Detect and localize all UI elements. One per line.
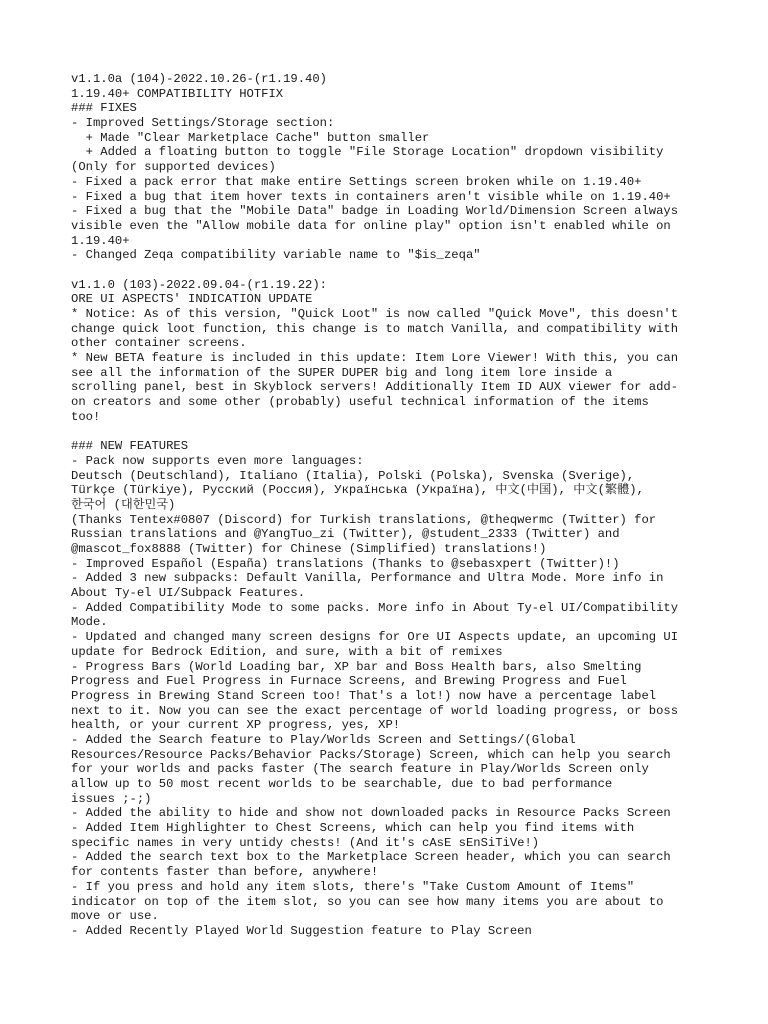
blank-line — [71, 263, 701, 278]
changelog-line: - Changed Zeqa compatibility variable name to "$is_zeqa" — [71, 248, 481, 263]
changelog-line: - Pack now supports even more languages: — [71, 453, 364, 468]
changelog-line: - Fixed a bug that the "Mobile Data" badge in Loading World/Dimension Screen always — [71, 204, 679, 219]
changelog-line: too! — [71, 409, 101, 424]
changelog-line: ORE UI ASPECTS' INDICATION UPDATE — [71, 292, 313, 307]
changelog-line: - Fixed a bug that item hover texts in containers aren't visible while on 1.19.40+ — [71, 189, 671, 204]
changelog-line: - Added 3 new subpacks: Default Vanilla, Performance and Ultra Mode. More info in — [71, 571, 664, 586]
changelog-line: - Added Recently Played World Suggestion feature to Play Screen — [71, 923, 532, 938]
changelog-line: + Made "Clear Marketplace Cache" button smaller — [71, 130, 430, 145]
changelog-line: - Fixed a pack error that make entire Settings screen broken while on 1.19.40+ — [71, 174, 642, 189]
changelog-line: - Added Item Highlighter to Chest Screens, which can help you find items with — [71, 821, 635, 836]
changelog-line: Resources/Resource Packs/Behavior Packs/Storage) Screen, which can help you search — [71, 747, 671, 762]
changelog-line: ### FIXES — [71, 101, 137, 116]
changelog-line: - Added the search text box to the Marketplace Screen header, which you can search — [71, 850, 671, 865]
changelog-line: ### NEW FEATURES — [71, 439, 189, 454]
changelog-line: - Updated and changed many screen designs for Ore UI Aspects update, an upcoming UI — [71, 630, 679, 645]
changelog-line: visible even the "Allow mobile data for online play" option isn't enabled while on — [71, 218, 671, 233]
changelog-document — [71, 72, 701, 939]
changelog-line: specific names in very untidy chests! (And it's cAsE sEnSiTiVe!) — [71, 835, 540, 850]
changelog-line: v1.1.0a (104)-2022.10.26-(r1.19.40) — [71, 72, 327, 86]
changelog-line: 한국어 (대한민국) — [71, 497, 176, 512]
changelog-line: Progress and Fuel Progress in Furnace Screens, and Brewing Progress and Fuel — [71, 674, 627, 689]
changelog-line: Progress in Brewing Stand Screen too! That's a lot!) now have a percentage label — [71, 688, 657, 703]
changelog-line: Türkçe (Türkiye), Русский (Россия), Українська (Україна), 中文(中国), 中文(繁體), — [71, 483, 644, 498]
changelog-line: change quick loot function, this change is to match Vanilla, and compatibility with — [71, 321, 679, 336]
changelog-line: allow up to 50 most recent worlds to be searchable, due to bad performance — [71, 777, 613, 791]
changelog-line: v1.1.0 (103)-2022.09.04-(r1.19.22): — [71, 277, 327, 292]
changelog-line: other container screens. — [71, 336, 247, 351]
blank-line — [71, 425, 701, 440]
changelog-line: see all the information of the SUPER DUPER big and long item lore inside a — [71, 365, 613, 380]
changelog-line: Russian translations and @YangTuo_zi (Twitter), @student_2333 (Twitter) and — [71, 527, 620, 542]
changelog-line: 1.19.40+ — [71, 233, 130, 248]
changelog-line: - Progress Bars (World Loading bar, XP bar and Boss Health bars, also Smelting — [71, 659, 642, 674]
changelog-line: Mode. — [71, 615, 108, 630]
changelog-line: * Notice: As of this version, "Quick Loot" is now called "Quick Move", this doesn't — [71, 307, 679, 321]
changelog-line: move or use. — [71, 909, 159, 924]
changelog-line: + Added a floating button to toggle "File Storage Location" dropdown visibility — [71, 145, 664, 160]
changelog-line: * New BETA feature is included in this update: Item Lore Viewer! With this, you can — [71, 351, 679, 366]
changelog-line: Deutsch (Deutschland), Italiano (Italia), Polski (Polska), Svenska (Sverige), — [71, 468, 635, 483]
changelog-line: - Improved Español (España) translations (Thanks to @sebasxpert (Twitter)!) — [71, 556, 620, 571]
changelog-line: update for Bedrock Edition, and sure, with a bit of remixes — [71, 644, 503, 659]
changelog-line: for contents faster than before, anywhere! — [71, 865, 379, 880]
changelog-line: indicator on top of the item slot, so you can see how many items you are about to — [71, 894, 664, 909]
changelog-line: - Added the ability to hide and show not downloaded packs in Resource Packs Screen — [71, 806, 671, 821]
changelog-line: @mascot_fox8888 (Twitter) for Chinese (Simplified) translations!) — [71, 542, 547, 556]
changelog-line: issues ;-;) — [71, 791, 152, 806]
changelog-line: - If you press and hold any item slots, there's "Take Custom Amount of Items" — [71, 879, 635, 894]
changelog-line: for your worlds and packs faster (The search feature in Play/Worlds Screen only — [71, 762, 649, 777]
changelog-line: - Added the Search feature to Play/Worlds Screen and Settings/(Global — [71, 732, 576, 747]
changelog-line: - Added Compatibility Mode to some packs. More info in About Ty-el UI/Compatibility — [71, 600, 679, 615]
changelog-line: About Ty-el UI/Subpack Features. — [71, 586, 306, 601]
changelog-line: next to it. Now you can see the exact percentage of world loading progress, or boss — [71, 703, 679, 718]
changelog-line: health, or your current XP progress, yes, XP! — [71, 718, 401, 733]
changelog-line: (Thanks Tentex#0807 (Discord) for Turkish translations, @theqwermc (Twitter) for — [71, 512, 657, 527]
changelog-line: 1.19.40+ COMPATIBILITY HOTFIX — [71, 86, 284, 101]
changelog-line: on creators and some other (probably) useful technical information of the items — [71, 395, 649, 410]
changelog-line: scrolling panel, best in Skyblock servers! Additionally Item ID AUX viewer for add- — [71, 380, 679, 395]
changelog-line: - Improved Settings/Storage section: — [71, 116, 335, 131]
changelog-line: (Only for supported devices) — [71, 160, 276, 175]
